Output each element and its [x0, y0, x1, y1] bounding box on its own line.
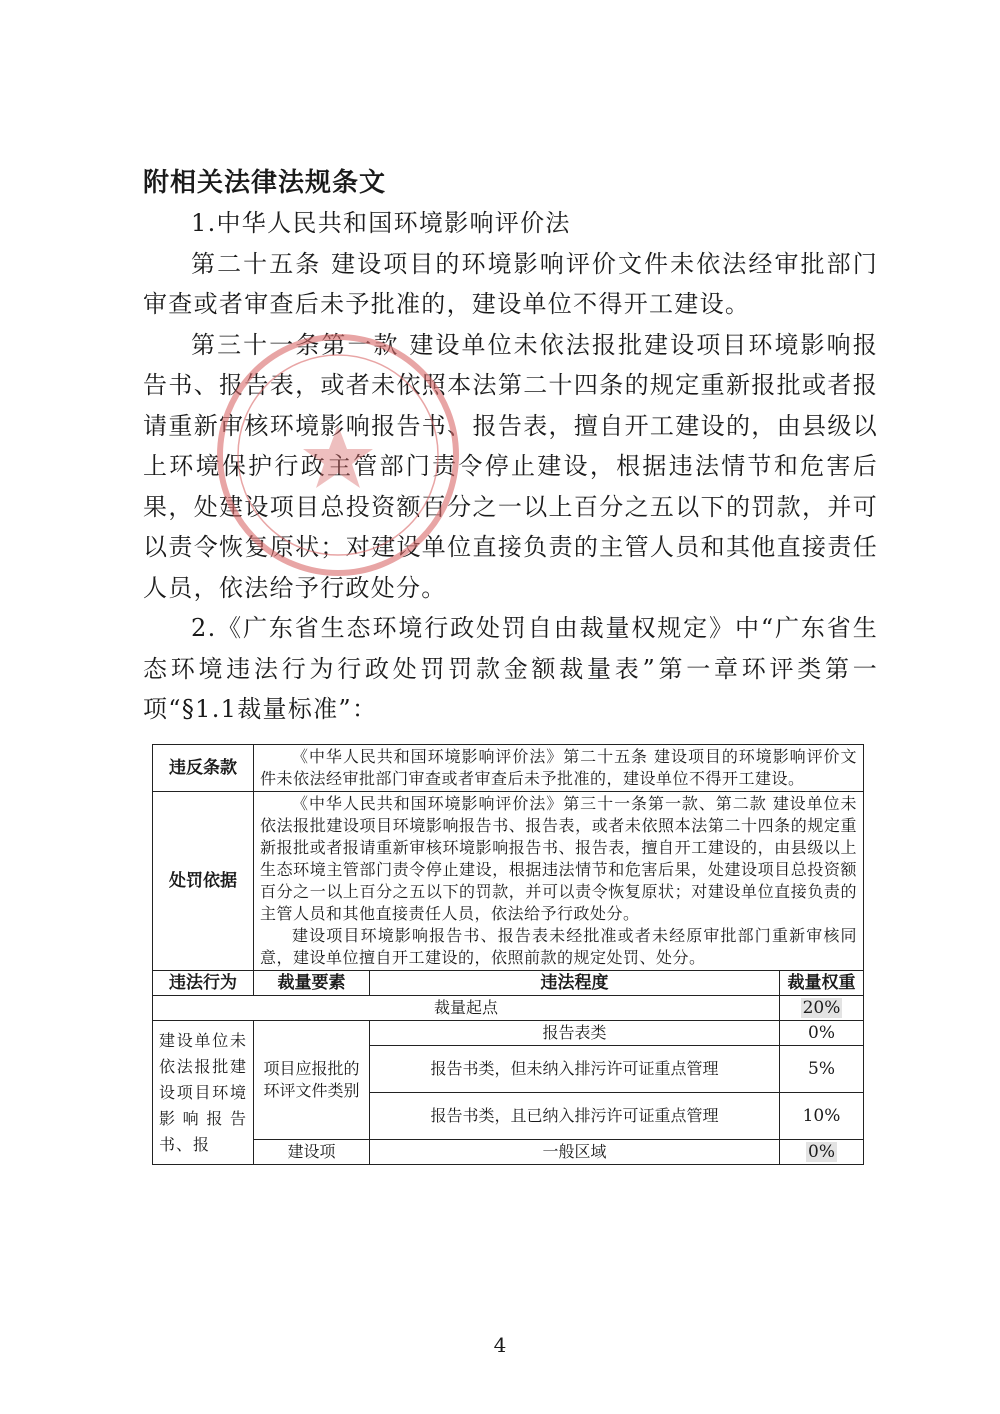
degree-report-book-not-key: 报告书类，但未纳入排污许可证重点管理: [370, 1046, 780, 1093]
weight-report-form: 0%: [780, 1021, 864, 1046]
weight-report-book-not-key: 5%: [780, 1046, 864, 1093]
table-row: [153, 996, 864, 1021]
weight-report-book-key: 10%: [780, 1093, 864, 1140]
violation-clause-label: 违反条款: [153, 745, 254, 792]
page-number: 4: [493, 1333, 507, 1357]
table-row: [153, 792, 864, 971]
discretion-start-label: 裁量起点: [153, 996, 780, 1021]
header-violation-degree: 违法程度: [370, 971, 780, 996]
header-violation-act: 违法行为: [153, 971, 254, 996]
penalty-basis-label: 处罚依据: [153, 792, 254, 971]
law-title-paragraph: 1.中华人民共和国环境影响评价法: [191, 209, 571, 237]
degree-report-book-key: 报告书类，且已纳入排污许可证重点管理: [370, 1093, 780, 1140]
degree-general-area: 一般区域: [370, 1140, 780, 1165]
header-discretion-weight: 裁量权重: [780, 971, 864, 996]
table-row: [153, 745, 864, 792]
table-header-row: [153, 971, 864, 996]
degree-report-form: 报告表类: [370, 1021, 780, 1046]
discretion-standard-table: [152, 744, 864, 1165]
violation-clause-text: 《中华人民共和国环境影响评价法》第二十五条 建设项目的环境影响评价文件未依法经审批部门审查或者审查后未予批准的，建设单位不得开工建设。: [254, 745, 864, 792]
header-discretion-factor: 裁量要素: [254, 971, 370, 996]
table-row: [153, 1140, 864, 1165]
violation-act-text: 建设单位未依法报批建设项目环境影响报告书、报: [153, 1021, 254, 1165]
regulation-reference-paragraph: 2.《广东省生态环境行政处罚自由裁量权规定》中“广东省生态环境违法行为行政处罚罚款金额裁量表”第一章环评类第一项“§1.1裁量标准”：: [143, 614, 878, 723]
factor-construction-project: 建设项: [254, 1140, 370, 1165]
table-row: [153, 1021, 864, 1046]
article-31-paragraph: 第三十一条第一款 建设单位未依法报批建设项目环境影响报告书、报告表，或者未依照本法第二十四条的规定重新报批或者报请重新审核环境影响报告书、报告表，擅自开工建设的，由县级以上环境保护行政主管部门责令停止建设，根据违法情节和危害后果，处建设项目总投资额百分之一以上百分之五以下的罚款，并可以责令恢复原状；对建设单位直接负责的主管人员和其他直接责任人员，依法给予行政处分。: [143, 330, 878, 602]
body-text: [143, 203, 878, 730]
factor-eia-category: 项目应报批的环评文件类别: [254, 1021, 370, 1140]
article-25-paragraph: 第二十五条 建设项目的环境影响评价文件未依法经审批部门审查或者审查后未予批准的，建设单位不得开工建设。: [143, 249, 878, 318]
penalty-basis-text: 《中华人民共和国环境影响评价法》第三十一条第一款、第二款 建设单位未依法报批建设项目环境影响报告书、报告表，或者未依照本法第二十四条的规定重新报批或者报请重新审核环境影响报告书、报告表，擅自开工建设的，由县级以上生态环境主管部门责令停止建设，根据违法情节和危害后果，处建设项目总投资额百分之一以上百分之五以下的罚款，并可以责令恢复原状；对建设单位直接负责的主管人员和其他直接责任人员，依法给予行政处分。 建设项目环境影响报告书、报告表未经批准或者未经原审批部门重新审核同意，建设单位擅自开工建设的，依照前款的规定处罚、处分。: [254, 792, 864, 971]
weight-general-area: 0%: [780, 1140, 864, 1165]
page-heading: 附相关法律法规条文: [143, 168, 387, 198]
discretion-start-weight: 20%: [780, 996, 864, 1021]
